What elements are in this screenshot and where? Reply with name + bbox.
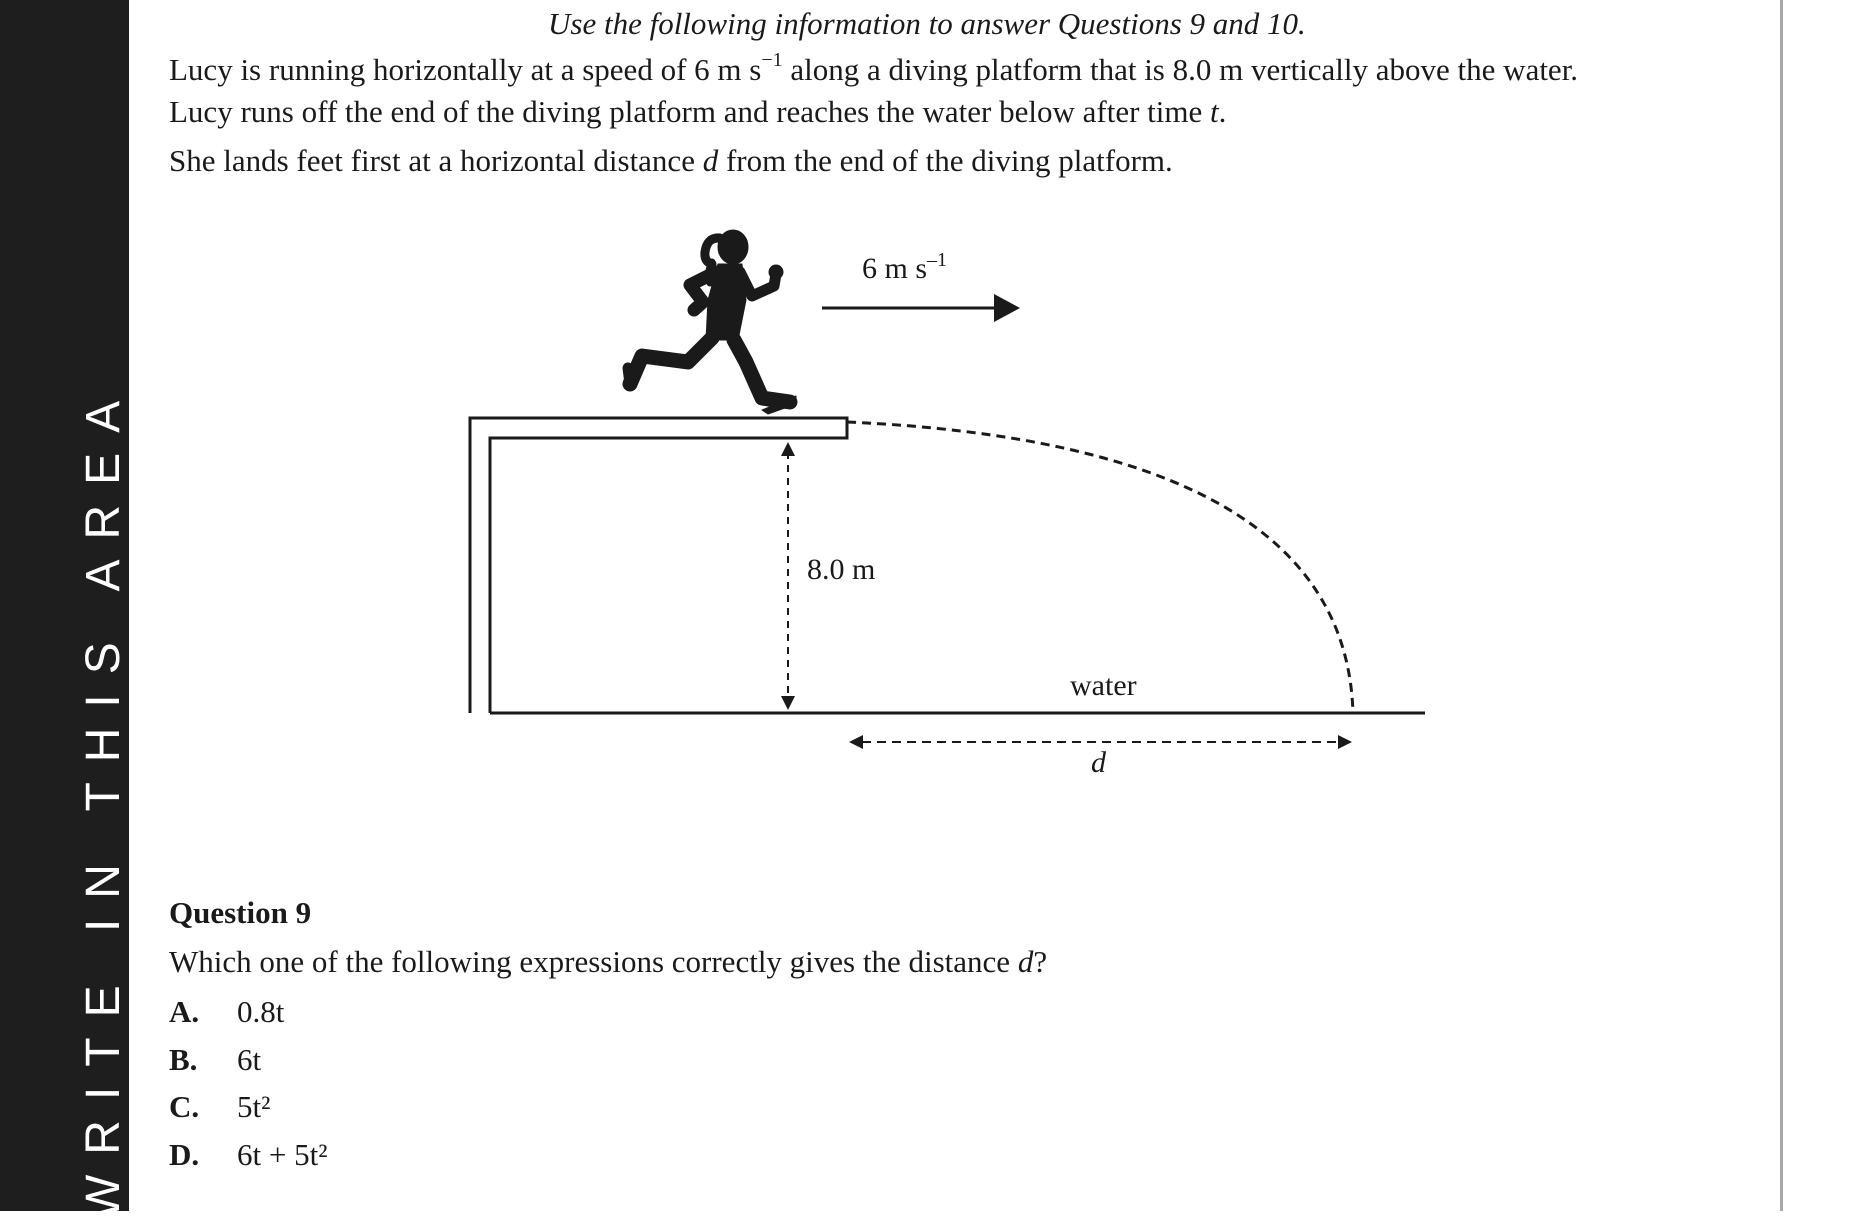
paragraph-1: Lucy is running horizontally at a speed of 6 m $s^{-1}$ along a diving platform that is 8.0 m vertically above the water. bbox=[169, 49, 1579, 87]
distance-arrow-right bbox=[1338, 735, 1352, 749]
velocity-arrowhead bbox=[994, 294, 1020, 322]
option-letter: B. bbox=[169, 1042, 198, 1077]
option-a[interactable] bbox=[169, 994, 284, 1030]
height-arrow-top bbox=[781, 442, 795, 456]
paragraph-3: She lands feet first at a horizontal distance d from the end of the diving platform. bbox=[169, 143, 1173, 178]
paragraph-2: Lucy runs off the end of the diving platform and reaches the water below after time t. bbox=[169, 94, 1227, 129]
option-d[interactable] bbox=[169, 1137, 328, 1173]
option-expression: 6t bbox=[237, 1042, 262, 1077]
velocity-label: 6 m $s^{-1}$ bbox=[862, 249, 948, 285]
option-b[interactable] bbox=[169, 1042, 261, 1078]
height-arrow-bottom bbox=[781, 696, 795, 710]
option-letter: D. bbox=[169, 1137, 200, 1172]
diving-platform bbox=[470, 418, 847, 713]
speed-unit-exponent: −1 bbox=[761, 49, 783, 71]
runner-silhouette bbox=[628, 230, 796, 414]
option-letter: C. bbox=[169, 1089, 200, 1124]
sidebar-label: WRITE IN THIS AREA bbox=[77, 380, 130, 1220]
option-expression: 0.8t bbox=[237, 994, 285, 1029]
distance-arrow-left bbox=[849, 735, 863, 749]
intro-instruction: Use the following information to answer Questions 9 and 10. bbox=[548, 6, 1306, 41]
option-c[interactable] bbox=[169, 1089, 270, 1125]
height-label: 8.0 m bbox=[807, 553, 876, 586]
question-title: Question 9 bbox=[169, 895, 312, 930]
option-expression: 6t + 5t² bbox=[237, 1137, 328, 1172]
option-expression: 5t² bbox=[237, 1089, 271, 1124]
question-text: Which one of the following expressions correctly gives the distance d? bbox=[169, 944, 1048, 979]
water-label: water bbox=[1070, 669, 1137, 702]
option-letter: A. bbox=[169, 994, 200, 1029]
distance-label: d bbox=[1091, 746, 1106, 779]
